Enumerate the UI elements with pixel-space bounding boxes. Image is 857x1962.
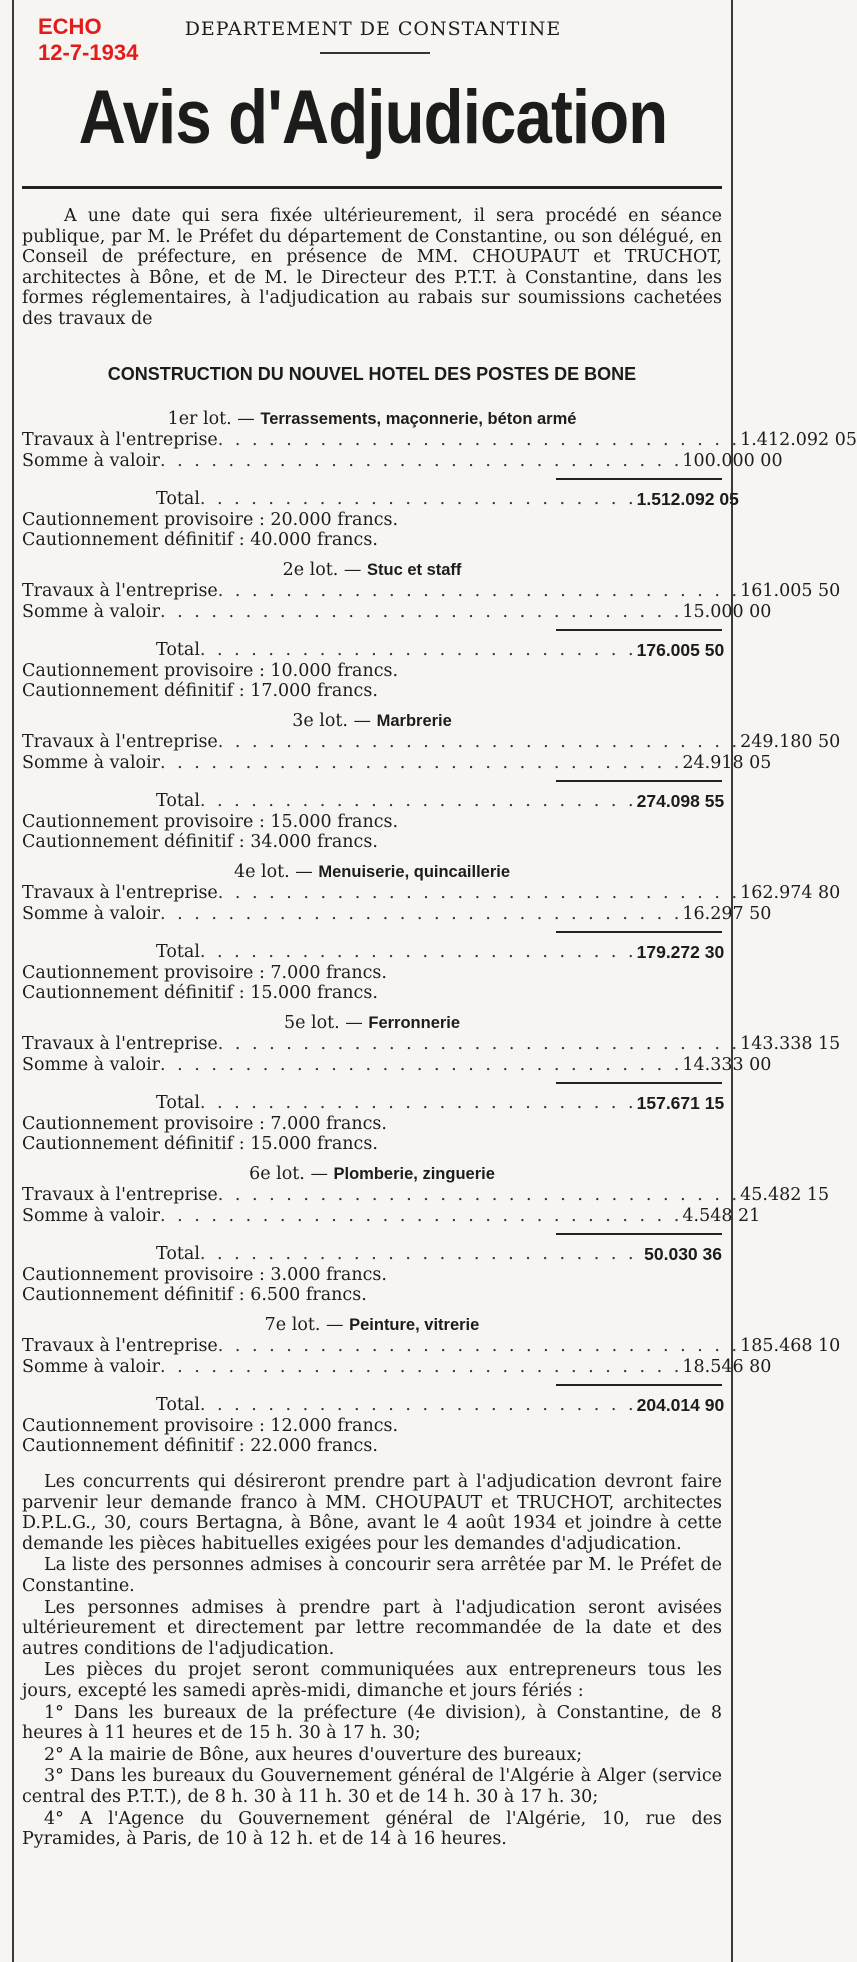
section-title: CONSTRUCTION DU NOUVEL HOTEL DES POSTES DE BONE	[107, 364, 637, 384]
body-paragraph: 1° Dans les bureaux de la préfecture (4e division), à Constantine, de 8 heures à 11 heures et de 15 h. 30 à 17 h. 30;	[22, 1702, 722, 1744]
leader-dots: . . . . . . . . . . . . . . . . . . . . . . . . . . . . . . .	[160, 1357, 683, 1377]
somme-row	[22, 1206, 761, 1227]
leader-dots: . . . . . . . . . . . . . . . . . . . . . . . . . . . . . . .	[217, 430, 741, 450]
leader-dots: . . . . . . . . . . . . . . . . . . . . . . . . . . . . . . .	[160, 1206, 683, 1226]
body-paragraph: 2° A la mairie de Bône, aux heures d'ouverture des bureaux;	[44, 1744, 583, 1765]
lot-block	[22, 1163, 830, 1305]
leader-dots: . . . . . . . . . . . . . . . . . . . . . . . . . .	[199, 640, 637, 660]
total-row	[22, 489, 739, 510]
cautionnement-definitif: Cautionnement définitif : 15.000 francs.	[22, 983, 378, 1003]
lot-number: 4e lot.	[233, 862, 290, 882]
lot-number: 3e lot.	[292, 711, 348, 731]
lot-number: 5e lot.	[283, 1013, 340, 1033]
total-row	[22, 791, 725, 812]
somme-label: Somme à valoir	[22, 753, 161, 773]
somme-row	[22, 904, 772, 925]
travaux-row	[22, 1034, 841, 1055]
lot-title: Menuiserie, quincaillerie	[318, 863, 511, 881]
total-row	[22, 640, 725, 661]
leader-dots: . . . . . . . . . . . . . . . . . . . . . . . . . . . . . . .	[217, 883, 741, 903]
lot-block	[22, 710, 841, 852]
lot-number: 1er lot.	[167, 409, 232, 429]
total-label: Total	[156, 489, 200, 509]
sum-rule	[556, 780, 722, 782]
headline: Avis d'Adjudication	[78, 75, 668, 160]
cautionnement-provisoire: Cautionnement provisoire : 7.000 francs.	[22, 963, 387, 983]
leader-dots: . . . . . . . . . . . . . . . . . . . . . . . . . . . . . . .	[160, 602, 683, 622]
travaux-amount: 143.338 15	[740, 1034, 841, 1054]
travaux-row	[22, 581, 841, 602]
travaux-label: Travaux à l'entreprise	[22, 1185, 218, 1205]
total-amount: 179.272 30	[636, 942, 725, 962]
somme-label: Somme à valoir	[22, 1357, 161, 1377]
intro-paragraph: A une date qui sera fixée ultérieurement, il sera procédé en séance publique, par M. le Préfet du département de Constantine, ou son délégué, en Conseil de préfecture, en présence de MM. CHOUPAUT et TRUCHOT, architectes à Bône, et de M. le Directeur des P.T.T. à Constantine, dans les formes réglementaires, à l'adjudication au rabais sur soumissions cachetées des travaux de	[22, 206, 722, 329]
travaux-label: Travaux à l'entreprise	[22, 430, 218, 450]
total-label: Total	[156, 1244, 200, 1264]
travaux-amount: 185.468 10	[740, 1336, 841, 1356]
lot-heading: 2e lot. — Stuc et staff	[282, 560, 462, 580]
travaux-row	[22, 1336, 841, 1357]
cautionnement-definitif: Cautionnement définitif : 40.000 francs.	[22, 530, 378, 550]
leader-dots: . . . . . . . . . . . . . . . . . . . . . . . . . . . . . . .	[160, 753, 683, 773]
stamp-source: ECHO	[38, 14, 102, 39]
leader-dots: . . . . . . . . . . . . . . . . . . . . . . . . . . . . . . .	[217, 1034, 741, 1054]
total-amount: 50.030 36	[644, 1244, 722, 1264]
somme-amount: 15.000 00	[682, 602, 772, 622]
cautionnement-provisoire: Cautionnement provisoire : 12.000 francs.	[22, 1416, 399, 1436]
somme-amount: 16.297 50	[682, 904, 772, 924]
cautionnement-definitif: Cautionnement définitif : 22.000 francs.	[22, 1436, 378, 1456]
sum-rule	[556, 1384, 722, 1386]
leader-dots: . . . . . . . . . . . . . . . . . . . . . . . . . . . . . . .	[160, 1055, 683, 1075]
cautionnement-provisoire: Cautionnement provisoire : 3.000 francs.	[22, 1265, 387, 1285]
somme-amount: 18.546 80	[682, 1357, 772, 1377]
total-row	[22, 1244, 722, 1265]
lot-heading: 7e lot. — Peinture, vitrerie	[264, 1315, 480, 1335]
cautionnement-definitif: Cautionnement définitif : 34.000 francs.	[22, 832, 378, 852]
column-rule-right	[731, 0, 733, 1962]
leader-dots: . . . . . . . . . . . . . . . . . . . . . . . . . . . . . . .	[160, 904, 683, 924]
total-label: Total	[156, 1395, 200, 1415]
lot-block	[22, 1314, 841, 1456]
somme-label: Somme à valoir	[22, 1055, 161, 1075]
lot-heading: 1er lot. — Terrassements, maçonnerie, béton armé	[167, 409, 577, 429]
cautionnement-definitif: Cautionnement définitif : 6.500 francs.	[22, 1285, 367, 1305]
leader-dots: . . . . . . . . . . . . . . . . . . . . . . . . . .	[199, 791, 637, 811]
total-label: Total	[156, 791, 200, 811]
leader-dots: . . . . . . . . . . . . . . . . . . . . . . . . . . . . . . .	[160, 451, 683, 471]
travaux-label: Travaux à l'entreprise	[22, 1034, 218, 1054]
lot-title: Peinture, vitrerie	[349, 1316, 480, 1334]
lot-heading: 4e lot. — Menuiserie, quincaillerie	[233, 862, 511, 882]
somme-amount: 100.000 00	[682, 451, 783, 471]
travaux-label: Travaux à l'entreprise	[22, 732, 218, 752]
somme-label: Somme à valoir	[22, 1206, 161, 1226]
total-row	[22, 1093, 725, 1114]
body-paragraph: 4° A l'Agence du Gouvernement général de l'Algérie, 10, rue des Pyramides, à Paris, de 10 à 12 h. et de 14 à 16 heures.	[22, 1808, 722, 1850]
somme-label: Somme à valoir	[22, 904, 161, 924]
travaux-row	[22, 1185, 830, 1206]
body-paragraph: La liste des personnes admises à concourir sera arrêtée par M. le Préfet de Constantine.	[22, 1555, 722, 1596]
lot-title: Plomberie, zinguerie	[333, 1165, 495, 1183]
leader-dots: . . . . . . . . . . . . . . . . . . . . . . . . . .	[199, 1244, 637, 1264]
cautionnement-definitif: Cautionnement définitif : 15.000 francs.	[22, 1134, 378, 1154]
leader-dots: . . . . . . . . . . . . . . . . . . . . . . . . . . . . . . .	[217, 581, 741, 601]
somme-row	[22, 602, 772, 623]
cautionnement-provisoire: Cautionnement provisoire : 10.000 francs.	[22, 661, 399, 681]
sum-rule	[556, 1082, 722, 1084]
total-label: Total	[156, 640, 200, 660]
somme-row	[22, 1055, 772, 1076]
body-paragraph: Les pièces du projet seront communiquées aux entrepreneurs tous les jours, excepté les samedi après-midi, dimanche et jours fériés :	[22, 1660, 722, 1701]
travaux-label: Travaux à l'entreprise	[22, 581, 218, 601]
leader-dots: . . . . . . . . . . . . . . . . . . . . . . . . . . . . . . .	[217, 1185, 741, 1205]
travaux-amount: 1.412.092 05	[740, 430, 857, 450]
lot-title: Marbrerie	[376, 712, 452, 730]
cautionnement-definitif: Cautionnement définitif : 17.000 francs.	[22, 681, 378, 701]
leader-dots: . . . . . . . . . . . . . . . . . . . . . . . . . .	[199, 1395, 637, 1415]
leader-dots: . . . . . . . . . . . . . . . . . . . . . . . . . .	[199, 942, 637, 962]
lot-block	[22, 1012, 841, 1154]
department-underline	[320, 52, 430, 54]
somme-label: Somme à valoir	[22, 602, 161, 622]
travaux-amount: 162.974 80	[740, 883, 841, 903]
somme-row	[22, 1357, 772, 1378]
total-row	[22, 1395, 725, 1416]
headline-rule	[22, 186, 722, 189]
cautionnement-provisoire: Cautionnement provisoire : 20.000 francs.	[22, 510, 399, 530]
total-amount: 1.512.092 05	[636, 489, 739, 509]
total-label: Total	[156, 1093, 200, 1113]
travaux-row	[22, 732, 841, 753]
sum-rule	[556, 629, 722, 631]
total-row	[22, 942, 725, 963]
lot-title: Ferronnerie	[368, 1014, 461, 1032]
cautionnement-provisoire: Cautionnement provisoire : 15.000 francs.	[22, 812, 399, 832]
conditions-text	[22, 1472, 722, 1851]
somme-amount: 4.548 21	[682, 1206, 761, 1226]
somme-row	[22, 753, 772, 774]
lot-block	[22, 861, 841, 1003]
travaux-amount: 161.005 50	[740, 581, 841, 601]
lot-number: 7e lot.	[264, 1315, 321, 1335]
sum-rule	[556, 931, 722, 933]
travaux-row	[22, 883, 841, 904]
lot-title: Stuc et staff	[366, 561, 462, 579]
travaux-label: Travaux à l'entreprise	[22, 1336, 218, 1356]
travaux-row	[22, 430, 857, 451]
lot-block	[22, 559, 841, 701]
lot-block	[22, 408, 857, 550]
sum-rule	[556, 478, 722, 480]
lot-number: 6e lot.	[249, 1164, 305, 1184]
cautionnement-provisoire: Cautionnement provisoire : 7.000 francs.	[22, 1114, 387, 1134]
somme-amount: 24.918 05	[682, 753, 772, 773]
leader-dots: . . . . . . . . . . . . . . . . . . . . . . . . . . . . . . .	[217, 732, 741, 752]
column-rule-left	[12, 0, 14, 1962]
travaux-amount: 249.180 50	[740, 732, 841, 752]
leader-dots: . . . . . . . . . . . . . . . . . . . . . . . . . . . . . . .	[217, 1336, 741, 1356]
total-amount: 157.671 15	[636, 1093, 725, 1113]
leader-dots: . . . . . . . . . . . . . . . . . . . . . . . . . .	[199, 489, 637, 509]
travaux-amount: 45.482 15	[740, 1185, 830, 1205]
somme-label: Somme à valoir	[22, 451, 161, 471]
somme-amount: 14.333 00	[682, 1055, 772, 1075]
lot-heading: 6e lot. — Plomberie, zinguerie	[249, 1164, 495, 1184]
body-paragraph: 3° Dans les bureaux du Gouvernement général de l'Algérie à Alger (service central des P.T.T.), de 8 h. 30 à 11 h. 30 et de 14 h. 30 à 17 h. 30;	[22, 1766, 722, 1807]
somme-row	[22, 451, 783, 472]
lot-title: Terrassements, maçonnerie, béton armé	[260, 410, 577, 428]
lot-heading: 3e lot. — Marbrerie	[292, 711, 452, 731]
total-amount: 176.005 50	[636, 640, 725, 660]
body-paragraph: Les personnes admises à prendre part à l'adjudication seront avisées ultérieurement et directement par lettre recommandée de la date et des autres conditions de l'adjudication.	[22, 1597, 722, 1659]
total-amount: 204.014 90	[636, 1395, 725, 1415]
stamp-date: 12-7-1934	[38, 40, 139, 65]
sum-rule	[556, 1233, 722, 1235]
total-label: Total	[156, 942, 200, 962]
total-amount: 274.098 55	[636, 791, 725, 811]
leader-dots: . . . . . . . . . . . . . . . . . . . . . . . . . .	[199, 1093, 637, 1113]
body-paragraph: Les concurrents qui désireront prendre part à l'adjudication devront faire parvenir leur demande franco à MM. CHOUPAUT et TRUCHOT, architectes D.P.L.G., 30, cours Bertagna, à Bône, avant le 4 août 1934 et joindre à cette demande les pièces habituelles exigées pour les demandes d'adjudication.	[22, 1472, 722, 1554]
lot-heading: 5e lot. — Ferronnerie	[283, 1013, 461, 1033]
department-heading: DEPARTEMENT DE CONSTANTINE	[184, 18, 562, 40]
lot-number: 2e lot.	[282, 560, 339, 580]
travaux-label: Travaux à l'entreprise	[22, 883, 218, 903]
